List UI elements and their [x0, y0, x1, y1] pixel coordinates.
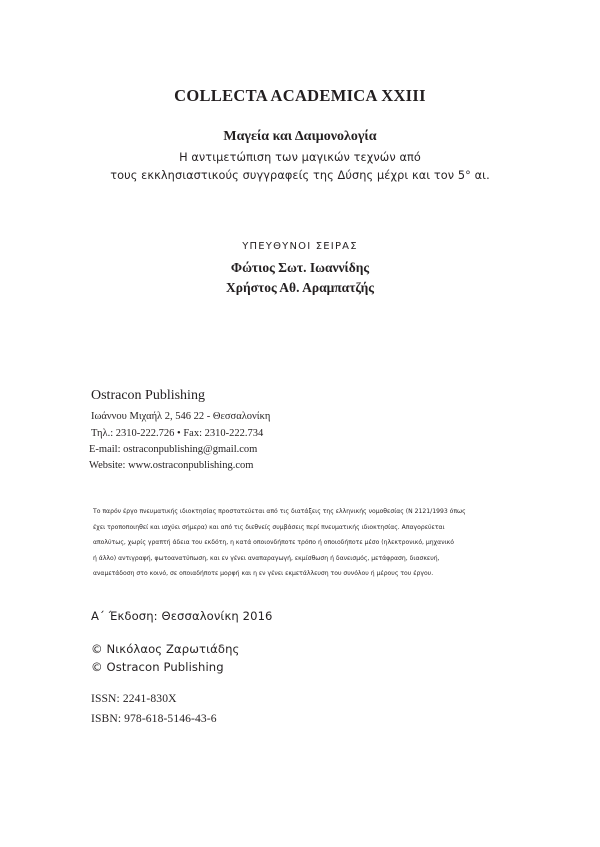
book-subtitle-line-1: Η αντιμετώπιση των μαγικών τεχνών από	[179, 151, 421, 164]
copyright-notice-line: απολύτως, χωρίς γραπτή άδεια του εκδότη, η κατά οποιονδήποτε τρόπο ή οποιοδήποτε μέσο (ηλεκτρονικό, μηχανικό	[93, 539, 454, 547]
series-editors-label: ΥΠΕΥΘΥΝΟΙ ΣΕΙΡΑΣ	[242, 241, 358, 252]
publisher-phone-fax: Τηλ.: 2310-222.726 • Fax: 2310-222.734	[91, 428, 264, 439]
copyright-notice	[93, 504, 513, 582]
copyright-notice-line: αναμετάδοση στο κοινό, σε οποιαδήποτε μορφή και η εν γένει εκμετάλλευση του συνόλου ή μέρους του έργου.	[93, 570, 434, 578]
publisher-name: Ostracon Publishing	[91, 388, 205, 403]
copyright-notice-line: Το παρόν έργο πνευματικής ιδιοκτησίας προστατεύεται από τις διατάξεις της ελληνικής νομοθεσίας (Ν 2121/1993 όπως	[93, 508, 466, 515]
issn: ISSN: 2241-830X	[91, 692, 177, 705]
edition-info: Α΄ Έκδοση: Θεσσαλονίκη 2016	[91, 609, 273, 623]
book-title: Μαγεία και Δαιμονολογία	[223, 129, 377, 144]
book-subtitle-line-2: τους εκκλησιαστικούς συγγραφείς της Δύσης μέχρι και τον 5° αι.	[110, 169, 490, 182]
series-editor-name: Χρήστος Αθ. Αραμπατζής	[226, 280, 374, 295]
series-title: COLLECTA ACADEMICA XXIII	[174, 86, 426, 105]
publisher-email: E-mail: ostraconpublishing@gmail.com	[89, 444, 258, 455]
copyright-publisher: © Ostracon Publishing	[91, 660, 224, 674]
copyright-notice-line: ή άλλο) αντιγραφή, φωτοανατύπωση, και εν γένει αναπαραγωγή, εκμίσθωση ή δανεισμός, μετάφραση, διασκευή,	[93, 554, 440, 562]
isbn: ISBN: 978-618-5146-43-6	[91, 712, 217, 725]
publisher-address: Ιωάννου Μιχαήλ 2, 546 22 - Θεσσαλονίκη	[91, 411, 271, 422]
publisher-website: Website: www.ostraconpublishing.com	[89, 460, 254, 471]
copyright-notice-line: έχει τροποποιηθεί και ισχύει σήμερα) και από τις διεθνείς συμβάσεις περί πνευματικής ιδιοκτησίας. Απαγορεύεται	[93, 523, 445, 531]
series-editor-name: Φώτιος Σωτ. Ιωαννίδης	[230, 260, 370, 275]
copyright-author: © Νικόλαος Ζαρωτιάδης	[91, 642, 240, 656]
